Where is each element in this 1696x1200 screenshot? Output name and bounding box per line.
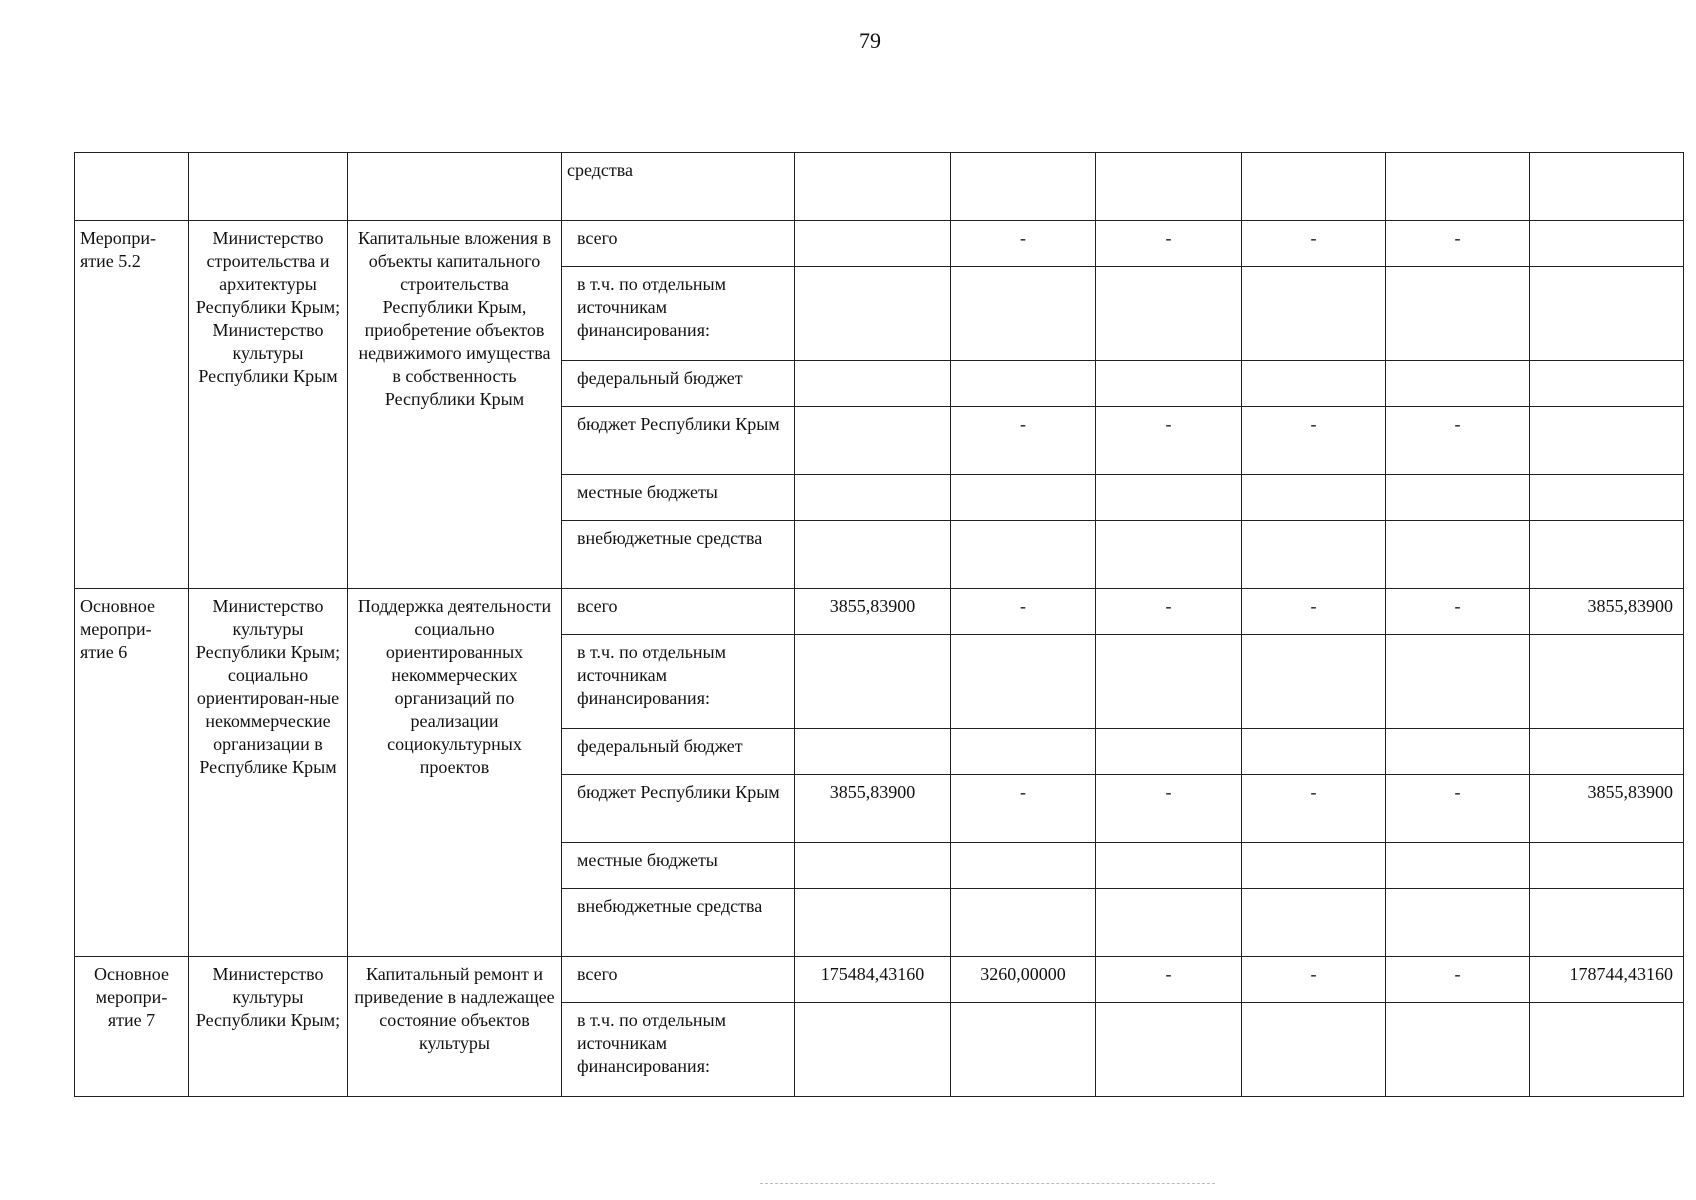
event-cell	[75, 153, 189, 221]
value-cell	[1530, 221, 1684, 267]
source-cell	[562, 361, 795, 407]
value-cell	[1386, 361, 1530, 407]
value-cell	[951, 1003, 1096, 1097]
value-cell	[1386, 1003, 1530, 1097]
value-cell	[951, 153, 1096, 221]
value-cell	[1242, 475, 1386, 521]
table-row	[75, 221, 1684, 267]
value-cell	[1386, 729, 1530, 775]
source-label: бюджет Республики Крым	[577, 782, 780, 802]
value-cell	[1096, 1003, 1242, 1097]
executor-cell: Министерство культуры Республики Крым;	[189, 957, 348, 1097]
executor-cell	[189, 153, 348, 221]
value-cell	[1242, 1003, 1386, 1097]
value-cell	[951, 729, 1096, 775]
value-cell	[1242, 843, 1386, 889]
source-cell	[562, 589, 795, 635]
source-label: в т.ч. по отдельным источникам финансирования:	[577, 1010, 727, 1076]
value-cell: 3855,83900	[1530, 775, 1684, 843]
value-cell: -	[1386, 957, 1530, 1003]
name-cell: Капитальные вложения в объекты капитального строительства Республики Крым, приобретение объектов недвижимого имущества в собственность Республики Крым	[348, 221, 562, 589]
value-cell	[1386, 267, 1530, 361]
value-cell: 3855,83900	[795, 775, 951, 843]
value-cell	[1386, 153, 1530, 221]
name-cell: Капитальный ремонт и приведение в надлежащее состояние объектов культуры	[348, 957, 562, 1097]
value-cell: -	[1096, 957, 1242, 1003]
source-label: в т.ч. по отдельным источникам финансирования:	[577, 274, 727, 340]
value-cell	[951, 635, 1096, 729]
value-cell: -	[1096, 221, 1242, 267]
value-cell	[795, 153, 951, 221]
source-label: местные бюджеты	[577, 850, 718, 870]
value-cell	[1530, 267, 1684, 361]
value-cell: 3260,00000	[951, 957, 1096, 1003]
value-cell: 3855,83900	[795, 589, 951, 635]
value-cell	[1386, 521, 1530, 589]
footer-rule	[760, 1183, 1215, 1184]
source-cell	[562, 957, 795, 1003]
source-label: всего	[577, 964, 618, 984]
source-cell	[562, 407, 795, 475]
value-cell	[1386, 475, 1530, 521]
value-cell: -	[1386, 221, 1530, 267]
value-cell	[795, 729, 951, 775]
source-cell	[562, 475, 795, 521]
value-cell	[951, 267, 1096, 361]
source-cell	[562, 889, 795, 957]
value-cell: -	[951, 407, 1096, 475]
source-label: всего	[577, 228, 618, 248]
source-cell	[562, 843, 795, 889]
value-cell	[1242, 267, 1386, 361]
value-cell	[1530, 729, 1684, 775]
value-cell: 3855,83900	[1530, 589, 1684, 635]
value-cell	[795, 221, 951, 267]
value-cell	[1096, 153, 1242, 221]
value-cell	[951, 889, 1096, 957]
value-cell	[1530, 843, 1684, 889]
source-cell	[562, 521, 795, 589]
value-cell	[1242, 361, 1386, 407]
source-label: всего	[577, 596, 618, 616]
source-label: внебюджетные средства	[577, 528, 763, 548]
value-cell	[795, 1003, 951, 1097]
value-cell	[1096, 729, 1242, 775]
source-label: федеральный бюджет	[577, 736, 743, 756]
value-cell	[1386, 843, 1530, 889]
source-label: в т.ч. по отдельным источникам финансирования:	[577, 642, 727, 708]
value-cell	[1242, 521, 1386, 589]
value-cell: 175484,43160	[795, 957, 951, 1003]
value-cell: -	[1242, 589, 1386, 635]
name-cell	[348, 153, 562, 221]
value-cell: -	[951, 775, 1096, 843]
event-cell: Основное меропри-ятие 6	[75, 589, 189, 957]
value-cell	[1096, 361, 1242, 407]
source-cell	[562, 221, 795, 267]
event-cell: Меропри-ятие 5.2	[75, 221, 189, 589]
table-row	[75, 589, 1684, 635]
value-cell	[1386, 889, 1530, 957]
source-label: федеральный бюджет	[577, 368, 743, 388]
value-cell	[1096, 843, 1242, 889]
value-cell	[1386, 635, 1530, 729]
value-cell	[1096, 635, 1242, 729]
value-cell: -	[1096, 775, 1242, 843]
value-cell	[1242, 153, 1386, 221]
value-cell	[795, 843, 951, 889]
source-label: бюджет Республики Крым	[577, 414, 780, 434]
source-cell: средства	[562, 153, 795, 221]
value-cell	[795, 267, 951, 361]
value-cell: -	[1242, 775, 1386, 843]
value-cell	[1242, 635, 1386, 729]
value-cell	[795, 361, 951, 407]
budget-table	[74, 152, 1684, 1097]
value-cell	[1530, 153, 1684, 221]
value-cell	[1242, 889, 1386, 957]
value-cell	[1530, 407, 1684, 475]
value-cell	[1530, 1003, 1684, 1097]
value-cell	[1096, 889, 1242, 957]
value-cell	[951, 843, 1096, 889]
table-row	[75, 153, 1684, 221]
value-cell: 178744,43160	[1530, 957, 1684, 1003]
source-label: внебюджетные средства	[577, 896, 763, 916]
value-cell: -	[1242, 957, 1386, 1003]
value-cell: -	[1242, 407, 1386, 475]
source-cell	[562, 635, 795, 729]
name-cell: Поддержка деятельности социально ориентированных некоммерческих организаций по реализации социокультурных проектов	[348, 589, 562, 957]
table-row	[75, 957, 1684, 1003]
value-cell	[1530, 521, 1684, 589]
value-cell	[1242, 729, 1386, 775]
value-cell	[795, 889, 951, 957]
value-cell	[951, 521, 1096, 589]
value-cell	[1530, 635, 1684, 729]
value-cell	[795, 407, 951, 475]
value-cell: -	[1096, 589, 1242, 635]
value-cell	[1096, 267, 1242, 361]
value-cell: -	[1386, 589, 1530, 635]
value-cell	[795, 475, 951, 521]
source-cell	[562, 775, 795, 843]
source-cell	[562, 729, 795, 775]
value-cell: -	[1386, 775, 1530, 843]
value-cell	[951, 361, 1096, 407]
value-cell: -	[1242, 221, 1386, 267]
value-cell	[795, 635, 951, 729]
value-cell: -	[1096, 407, 1242, 475]
source-cell	[562, 1003, 795, 1097]
value-cell	[1096, 521, 1242, 589]
source-cell	[562, 267, 795, 361]
value-cell	[1096, 475, 1242, 521]
value-cell	[795, 521, 951, 589]
value-cell	[951, 475, 1096, 521]
value-cell	[1530, 475, 1684, 521]
value-cell: -	[951, 221, 1096, 267]
executor-cell: Министерство культуры Республики Крым; социально ориентирован-ные некоммерческие организации в Республике Крым	[189, 589, 348, 957]
executor-cell: Министерство строительства и архитектуры Республики Крым; Министерство культуры Республики Крым	[189, 221, 348, 589]
event-cell: Основное меропри-ятие 7	[75, 957, 189, 1097]
value-cell: -	[951, 589, 1096, 635]
source-label: местные бюджеты	[577, 482, 718, 502]
value-cell: -	[1386, 407, 1530, 475]
value-cell	[1530, 361, 1684, 407]
page-number: 79	[859, 28, 881, 53]
value-cell	[1530, 889, 1684, 957]
